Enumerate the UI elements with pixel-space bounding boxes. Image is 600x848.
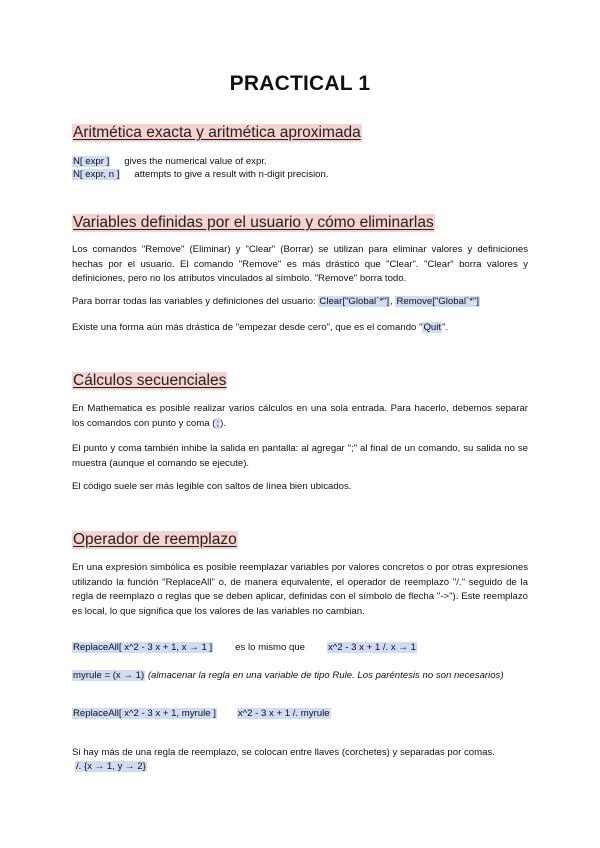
paragraph-remove-clear: Los comandos "Remove" (Eliminar) y "Clear" (Borrar) se utilizan para eliminar valores y definiciones hechas por el usuario. El comando "Remove" es más drástico que "Clear". "Clear" borra valores y definiciones, pero no los atributos vinculados al símbolo. "Remove" borra todo. [72, 244, 528, 284]
page-title: PRACTICAL 1 [229, 72, 371, 95]
code-myrule: myrule = (x → 1) [73, 670, 145, 681]
code-n-expr-n: N[ expr, n ] [73, 169, 120, 180]
example-myrule [72, 669, 528, 684]
paragraph-multiples-reglas: Si hay más de una regla de reemplazo, se colocan entre llaves (corchetes) y separadas por comas. [72, 747, 495, 758]
section-heading-operador: Operador de reemplazo [73, 531, 237, 548]
paragraph-legible: El código suele ser más legible con saltos de línea bien ubicados. [72, 481, 352, 492]
code-replaceall-x: ReplaceAll[ x^2 - 3 x + 1, x → 1 ] [73, 642, 213, 653]
separator: , [390, 296, 393, 307]
paragraph-text: En Mathematica es posible realizar varios cálculos en una sola entrada. Para hacerlo, debemos separar los comandos con punto y coma ( [72, 403, 528, 429]
example-multiple-rules [75, 760, 147, 773]
example-replaceall-myrule [72, 707, 331, 720]
example-note: (almacenar la regla en una variable de tipo Rule. Los paréntesis no son necesarios) [147, 670, 504, 681]
code-n-expr: N[ expr ] [73, 156, 110, 167]
code-clear-global: Clear["Global`*"] [319, 296, 390, 307]
example-replaceall [72, 641, 417, 654]
definition-row-n [72, 155, 267, 168]
code-slash-dot-x: x^2 - 3 x + 1 /. x → 1 [328, 642, 416, 653]
paragraph-punto-coma: El punto y coma también inhibe la salida en pantalla: al agregar ";" al final de un comando, su salida no se muestra (aunque el comando se ejecute). [72, 443, 528, 469]
code-multiple-rules: /. {x → 1, y → 2} [76, 761, 146, 772]
definition-row-n-precision [72, 168, 329, 181]
code-semicolon: ; [216, 417, 220, 429]
paragraph-varios-calculos [72, 402, 528, 431]
paragraph-text: ). [220, 417, 226, 429]
section-heading-aritmetica: Aritmética exacta y aritmética aproximada [73, 124, 361, 141]
paragraph-replaceall: En una expresión simbólica es posible reemplazar variables por valores concretos o por otras expresiones utilizando la función "ReplaceAll" o, de manera equivalente, el operador de reemplazo "/." seguido de la regla de reemplazo o reglas que se deben aplicar, definidas con el símbolo de flecha "->"). Este reemplazo es local, lo que significa que los valores de las variables no cambian. [72, 562, 528, 617]
example-connector: es lo mismo que [235, 642, 305, 653]
code-remove-global: Remove["Global`*"] [396, 296, 479, 307]
code-quit: Quit [423, 322, 442, 333]
paragraph-text: Para borrar todas las variables y definiciones del usuario: [72, 296, 316, 307]
definition-text: gives the numerical value of expr. [124, 156, 267, 167]
paragraph-quit [72, 321, 528, 336]
section-heading-variables: Variables definidas por el usuario y cómo eliminarlas [73, 214, 434, 231]
paragraph-borrar-todas [72, 295, 528, 310]
section-heading-calculos: Cálculos secuenciales [73, 372, 227, 389]
code-slash-dot-myrule: x^2 - 3 x + 1 /. myrule [237, 708, 330, 719]
definition-text: attempts to give a result with n-digit precision. [134, 169, 329, 180]
paragraph-text: Existe una forma aún más drástica de "empezar desde cero", que es el comando " [72, 322, 423, 333]
paragraph-text: ". [442, 322, 449, 333]
code-replaceall-myrule: ReplaceAll[ x^2 - 3 x + 1, myrule ] [73, 708, 216, 719]
